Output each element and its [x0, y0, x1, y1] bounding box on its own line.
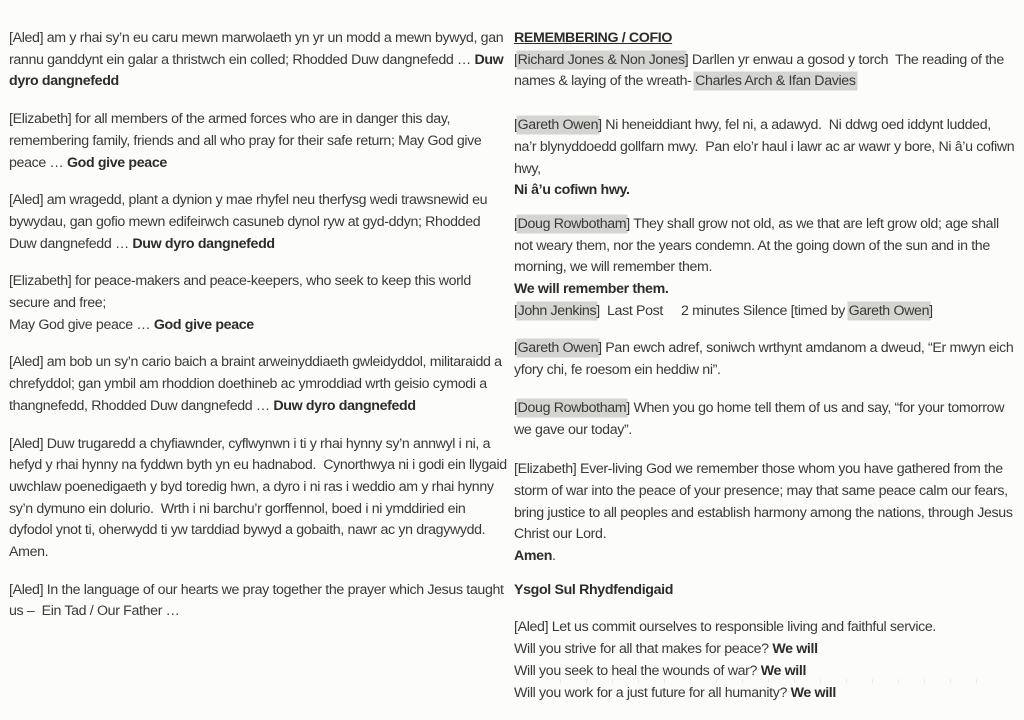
text-run: Ni â’u cofiwn hwy. — [514, 182, 630, 199]
paragraph — [9, 28, 509, 93]
text-run: [ — [514, 117, 518, 134]
text-run: Will you seek to heal the wounds of war? — [514, 662, 761, 679]
right-column-body — [514, 50, 1016, 705]
text-run: ] Ni heneiddiant hwy, fel ni, a adawyd. Ni ddwg oed iddynt ludded, na’r blynyddoedd gollfarn mwy. Pan elo’r haul i lawr ac ar wawr y bore, Ni â’u cofiwn hwy, — [514, 117, 1018, 177]
paragraph — [514, 115, 1016, 202]
text-run: We will remember them. — [514, 281, 669, 298]
text-run: We will — [760, 662, 807, 679]
highlighted-name: Doug Rowbotham — [517, 215, 627, 232]
left-column — [9, 28, 509, 639]
text-run: [Elizabeth] Ever-living God we remember those whom you have gathered from the storm of war into the peace of your presence; may that same peace calm our fears, bring justice to all peoples and establish harmony among the nations, through Jesus Christ our Lord. — [514, 461, 1017, 543]
paragraph — [514, 338, 1016, 381]
highlighted-name: Gareth Owen — [848, 302, 930, 319]
paragraph — [514, 459, 1016, 568]
text-run: May God give peace … — [9, 316, 154, 333]
text-run: [ — [514, 302, 518, 319]
paragraph — [9, 580, 509, 623]
paragraph — [9, 352, 509, 417]
paragraph — [9, 271, 509, 336]
text-run: Will you work for a just future for all humanity? — [514, 684, 791, 701]
highlighted-name: Charles Arch & Ifan Davies — [695, 73, 856, 90]
text-run: God give peace — [153, 316, 254, 333]
paragraph — [514, 580, 1016, 602]
text-run: [ — [514, 215, 518, 232]
text-run: We will — [790, 684, 836, 701]
paragraph — [9, 434, 509, 564]
text-run: ] — [929, 302, 933, 319]
text-run: Duw dyro dangnefedd — [273, 397, 416, 414]
text-run: [Aled] In the language of our hearts we pray together the prayer which Jesus taught us – Ein Tad / Our Father … — [9, 581, 508, 620]
text-run: [Aled] am wragedd, plant a dynion y mae rhyfel neu therfysg wedi trawsnewid eu bywydau, gan gofio mewn edifeirwch casuneb dynol ryw at gyd-ddyn; Rhodded Duw dangnefedd … — [9, 192, 491, 252]
paragraph — [514, 617, 1016, 704]
text-run: [ — [514, 399, 518, 416]
highlighted-name: Richard Jones & Non Jones — [517, 51, 685, 68]
text-run: [ — [514, 51, 518, 68]
text-run: ] Darllen yr enwau a gosod y torch The reading of the names & laying of the wreath- — [514, 51, 1008, 90]
text-run: ] Pan ewch adref, soniwch wrthynt amdanom a dweud, “Er mwyn eich yfory chi, fe roesom ein heddiw ni”. — [514, 340, 1017, 379]
section-heading: REMEMBERING / COFIO — [514, 30, 673, 46]
paragraph — [9, 190, 509, 255]
highlighted-name: Gareth Owen — [517, 117, 599, 134]
right-column — [514, 28, 1016, 716]
text-run: [Aled] Duw trugaredd a chyfiawnder, cyflwynwn i ti y rhai hynny sy’n annwyl i ni, a hefyd y rhai hynny na fyddwn byth yn eu hadnabod. Cynorthwya ni i godi ein llygaid uwchlaw poenedigaeth y byd toredig hwn, a dyro i ni ras i weddio am y rhai hynny sy’n dymuno ein dolurio. Wrth i ni barchu’r gorffennol, boed i ni ymddiried ein dyfodol ynot ti, oherwydd ti yw tarddiad bywyd a gobaith, nawr ac yn dragywydd. Amen. — [9, 435, 511, 561]
text-run: [Aled] am bob un sy’n cario baich a braint arweinyddiaeth gwleidyddol, militaraidd a chrefyddol; gan ymbil am rhoddion doethineb ac ymroddiad wrth geisio cymodi a thangnefedd, Rhodded Duw dangnefedd … — [9, 354, 506, 414]
text-run: [Aled] am y rhai sy’n eu caru mewn marwolaeth yn yr un modd a mewn bywyd, gan rannu ganddynt ein galar a thristwch ein colled; Rhodded Duw dangnefedd … — [9, 30, 507, 68]
text-run: ] They shall grow not old, as we that are left grow old; age shall not weary them, nor the years condemn. At the going down of the sun and in the morning, we will remember them. — [514, 215, 1003, 276]
text-run: God give peace — [66, 154, 167, 171]
paragraph — [514, 214, 1016, 323]
highlighted-name: Doug Rowbotham — [517, 399, 627, 416]
text-run: . — [552, 548, 556, 565]
paragraph — [514, 50, 1016, 93]
text-run: [Elizabeth] for peace-makers and peace-keepers, who seek to keep this world secure and free; — [9, 273, 475, 312]
highlighted-name: Gareth Owen — [517, 340, 599, 357]
text-run: Amen — [514, 548, 553, 565]
paragraph — [9, 109, 509, 174]
text-run: [Aled] Let us commit ourselves to responsible living and faithful service. — [514, 619, 937, 636]
text-run: Duw dyro dangnefedd — [9, 51, 507, 90]
text-run: ] When you go home tell them of us and say, “for your tomorrow we gave our today”. — [514, 399, 1008, 438]
text-run: Ysgol Sul Rhydfendigaid — [514, 581, 674, 598]
text-run: Will you strive for all that makes for peace? — [514, 641, 773, 658]
paragraph — [514, 398, 1016, 441]
text-run: [Elizabeth] for all members of the armed forces who are in danger this day, remembering family, friends and all who pray for their safe return; May God give peace … — [9, 111, 486, 171]
text-run: ] Last Post 2 minutes Silence [timed by — [596, 302, 849, 319]
text-run: We will — [772, 641, 818, 658]
text-run: [ — [514, 340, 518, 357]
text-run: Duw dyro dangnefedd — [132, 235, 275, 252]
highlighted-name: John Jenkins — [517, 302, 597, 319]
